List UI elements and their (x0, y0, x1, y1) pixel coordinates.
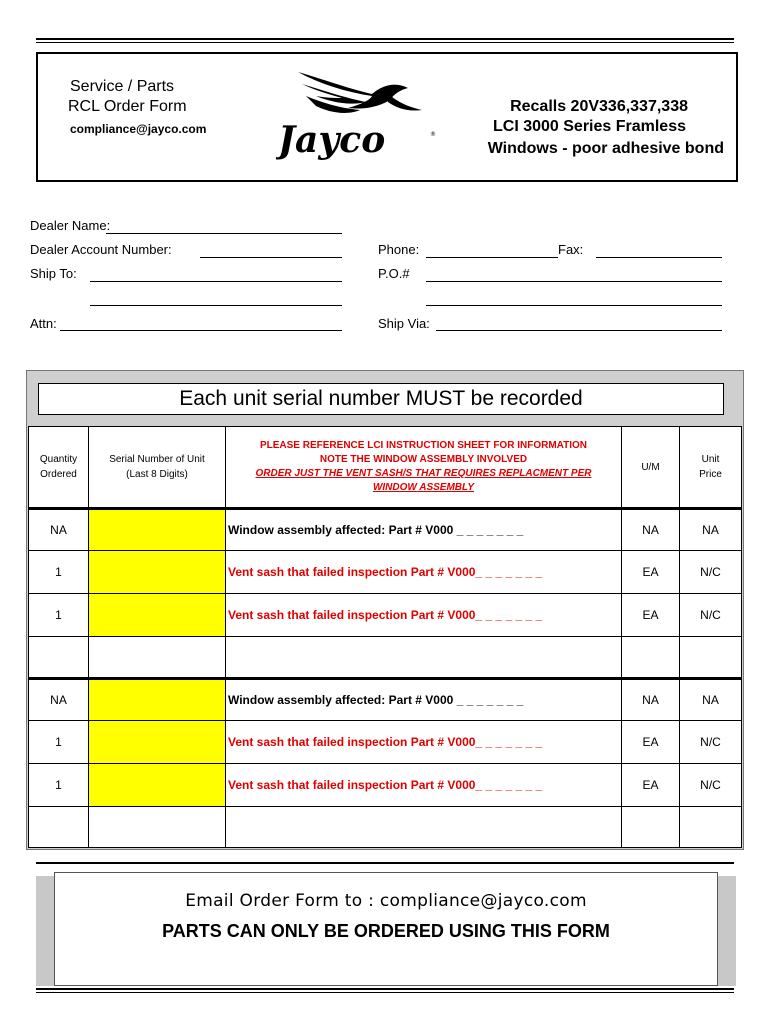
row2-description: Vent sash that failed inspection Part # V000_ _ _ _ _ _ _ (226, 551, 622, 594)
attn-label: Attn: (30, 316, 57, 331)
bottom-rule-thin (36, 992, 734, 993)
po-label: P.O.# (378, 266, 410, 281)
footer-top-rule (36, 862, 734, 864)
row6-qty: 1 (28, 764, 89, 807)
header-box (36, 52, 738, 182)
row2-serial-input[interactable] (89, 551, 226, 594)
row1-qty: NA (28, 508, 89, 551)
ship-to-label: Ship To: (30, 266, 77, 281)
recall-line3: Windows - poor adhesive bond (487, 140, 724, 157)
dealer-account-label: Dealer Account Number: (30, 242, 172, 257)
row1-serial-input[interactable] (89, 508, 226, 551)
row3-description: Vent sash that failed inspection Part # V000_ _ _ _ _ _ _ (226, 594, 622, 637)
header-email: compliance@jayco.com (70, 122, 207, 136)
form-title-line1: Service / Parts (70, 78, 175, 95)
footer-box (54, 872, 718, 986)
col-header-unit-price: Unit Price (680, 426, 742, 508)
footer-parts-line: PARTS CAN ONLY BE ORDERED USING THIS FORM (162, 921, 610, 941)
footer-email-line: Email Order Form to : compliance@jayco.com (185, 891, 587, 911)
row5-serial-input[interactable] (89, 721, 226, 764)
row4-serial-input[interactable] (89, 678, 226, 721)
row6-description: Vent sash that failed inspection Part # V000_ _ _ _ _ _ _ (226, 764, 622, 807)
top-rule (36, 38, 734, 40)
blank-row-cell (89, 637, 226, 678)
ship-via-label: Ship Via: (378, 316, 430, 331)
serial-notice: Each unit serial number MUST be recorded (38, 383, 724, 415)
blank-row-cell (622, 807, 680, 848)
row5-price: N/C (680, 721, 742, 764)
row4-price: NA (680, 678, 742, 721)
phone-field[interactable] (426, 257, 558, 258)
row3-serial-input[interactable] (89, 594, 226, 637)
row5-qty: 1 (28, 721, 89, 764)
order-table (28, 426, 742, 848)
row4-qty: NA (28, 678, 89, 721)
attn-field[interactable] (60, 330, 342, 331)
col-header-serial: Serial Number of Unit (Last 8 Digits) (89, 426, 226, 508)
svg-text:®: ® (430, 131, 436, 138)
fax-field[interactable] (596, 257, 722, 258)
jayco-logo (276, 66, 438, 160)
col-header-instructions: PLEASE REFERENCE LCI INSTRUCTION SHEET FOR INFORMATION NOTE THE WINDOW ASSEMBLY INVOLVED ORDER JUST THE VENT SASH/S THAT REQUIRES REPLACMENT PER WINDOW ASSEMBLY (226, 426, 622, 508)
blank-row-cell (89, 807, 226, 848)
dealer-name-label: Dealer Name: (30, 218, 111, 233)
top-rule-thin (36, 42, 734, 43)
ship-via-field[interactable] (436, 330, 722, 331)
blank-row-cell (680, 637, 742, 678)
row2-um: EA (622, 551, 680, 594)
row3-qty: 1 (28, 594, 89, 637)
blank-row-cell (680, 807, 742, 848)
dealer-account-field[interactable] (200, 257, 342, 258)
row1-price: NA (680, 508, 742, 551)
row1-description: Window assembly affected: Part # V000 _ _ _ _ _ _ _ (226, 508, 622, 551)
row3-um: EA (622, 594, 680, 637)
row3-price: N/C (680, 594, 742, 637)
row6-um: EA (622, 764, 680, 807)
svg-text:Jayco: Jayco (278, 119, 386, 160)
row5-description: Vent sash that failed inspection Part # V000_ _ _ _ _ _ _ (226, 721, 622, 764)
recall-line1: Recalls 20V336,337,338 (510, 98, 688, 115)
po-field[interactable] (426, 281, 722, 282)
dealer-name-field[interactable] (106, 233, 342, 234)
po-field-line2[interactable] (426, 305, 722, 306)
row6-price: N/C (680, 764, 742, 807)
blank-row-cell (28, 807, 89, 848)
ship-to-field-line2[interactable] (90, 305, 342, 306)
col-header-quantity: Quantity Ordered (28, 426, 89, 508)
form-title-line2: RCL Order Form (68, 98, 187, 115)
row2-qty: 1 (28, 551, 89, 594)
blank-row-cell (28, 637, 89, 678)
row1-um: NA (622, 508, 680, 551)
fax-label: Fax: (558, 242, 584, 257)
blank-row-cell (226, 637, 622, 678)
row4-um: NA (622, 678, 680, 721)
bottom-rule (36, 988, 734, 990)
row6-serial-input[interactable] (89, 764, 226, 807)
row4-description: Window assembly affected: Part # V000 _ _ _ _ _ _ _ (226, 678, 622, 721)
ship-to-field[interactable] (90, 281, 342, 282)
blank-row-cell (226, 807, 622, 848)
col-header-um: U/M (622, 426, 680, 508)
phone-label: Phone: (378, 242, 420, 257)
blank-row-cell (622, 637, 680, 678)
row5-um: EA (622, 721, 680, 764)
recall-line2: LCI 3000 Series Framless (492, 118, 686, 135)
row2-price: N/C (680, 551, 742, 594)
